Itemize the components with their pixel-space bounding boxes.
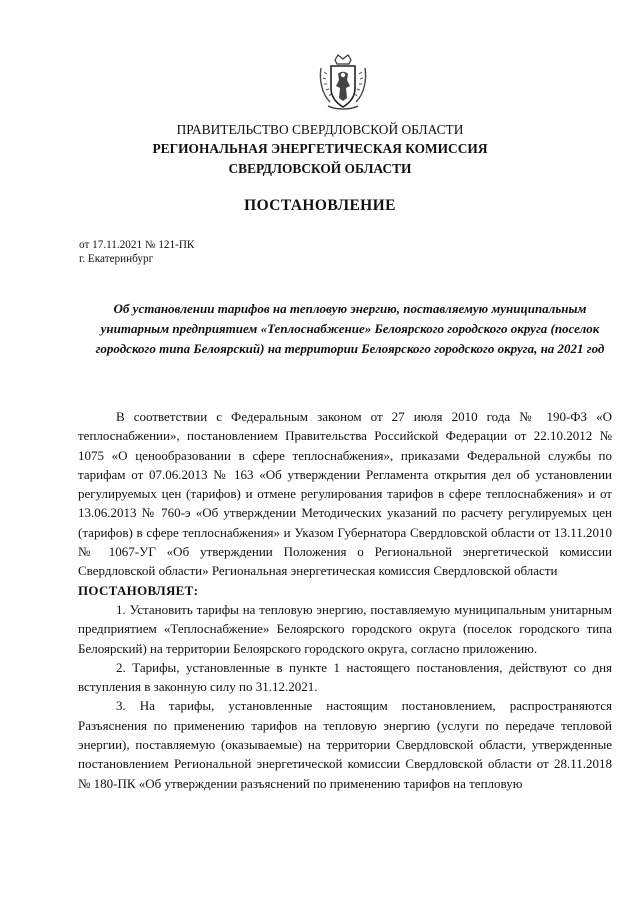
decree-word: ПОСТАНОВЛЯЕТ: [78,582,199,598]
document-body [78,407,612,793]
clause-2: 2. Тарифы, установленные в пункте 1 настоящего постановления, действуют со дня вступления в законную силу по 31.12.2021. [78,659,612,695]
document-city: г. Екатеринбург [79,253,154,265]
clause-3: 3. На тарифы, установленные настоящим постановлением, распространяются Разъяснения по применению тарифов на тепловую энергию (услуги по передаче тепловой энергии), поставляемую (оказываемые) на территории Свердловской области, утвержденные постановлением Региональной энергетической комиссии Свердловской области от 28.11.2018 № 180-ПК «Об утверждении разъяснений по применению тарифов на тепловую [78,698,612,791]
page-title: ПОСТАНОВЛЕНИЕ [244,197,396,214]
header-commission: РЕГИОНАЛЬНАЯ ЭНЕРГЕТИЧЕСКАЯ КОМИССИЯ [152,141,488,156]
document-subject: Об установлении тарифов на тепловую энергию, поставляемую муниципальным унитарным предприятием «Теплоснабжение» Белоярского городского округа (поселок городского типа Белоярский) на территории Белоярского городского округа, на 2021 год [95,301,605,356]
coat-of-arms-icon [318,54,368,112]
header-region: СВЕРДЛОВСКОЙ ОБЛАСТИ [228,161,412,176]
preamble-paragraph: В соответствии с Федеральным законом от 27 июля 2010 года № 190-ФЗ «О теплоснабжении», постановлением Правительства Российской Федерации от 22.10.2012 № 1075 «О ценообразовании в сфере теплоснабжения», приказами Федеральной службы по тарифам от 07.06.2013 № 163 «Об утверждении Регламента открытия дел об установлении регулируемых цен (тарифов) и отмене регулирования тарифов в сфере теплоснабжения» и от 13.06.2013 № 760-э «Об утверждении Методических указаний по расчету регулируемых цен (тарифов) в сфере теплоснабжения» и Указом Губернатора Свердловской области от 13.11.2010 № 1067-УГ «Об утверждении Положения о Региональной энергетической комиссии Свердловской области» Региональная энергетическая комиссия Свердловской области [78,409,612,579]
clause-1: 1. Установить тарифы на тепловую энергию, поставляемую муниципальным унитарным предприятием «Теплоснабжение» Белоярского городского округа (поселок городского типа Белоярский) на территории Белоярского городского округа, согласно приложению. [78,601,612,656]
document-date-number: от 17.11.2021 № 121-ПК [79,239,195,251]
header-government: ПРАВИТЕЛЬСТВО СВЕРДЛОВСКОЙ ОБЛАСТИ [176,122,464,137]
